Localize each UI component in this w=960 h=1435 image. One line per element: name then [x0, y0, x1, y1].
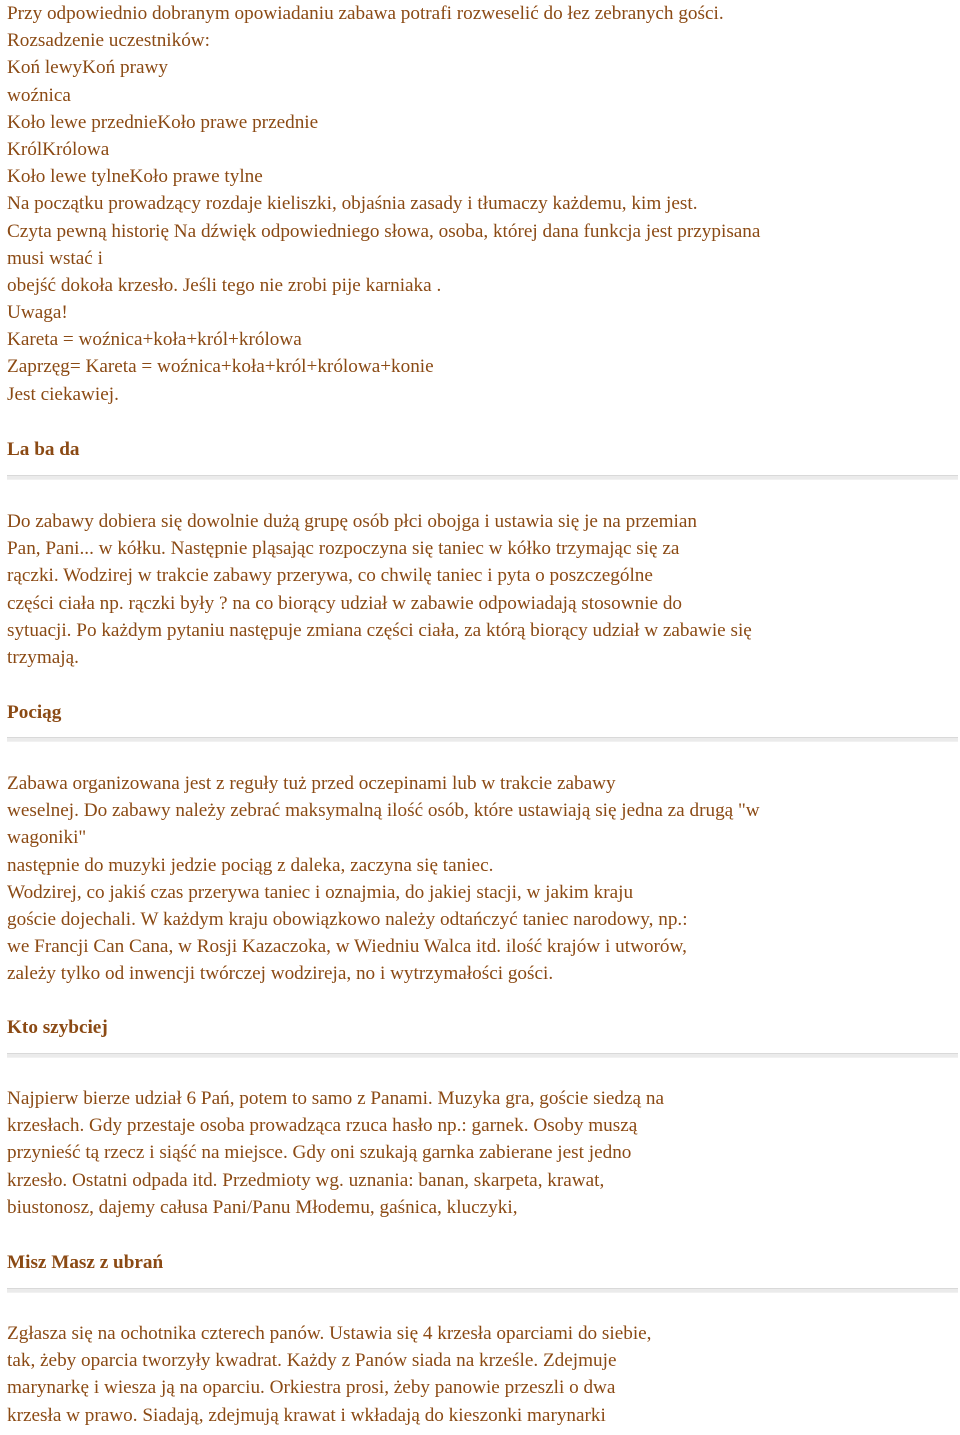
text-line: we Francji Can Cana, w Rosji Kazaczoka, w Wiedniu Walca itd. ilość krajów i utworów, — [7, 936, 687, 958]
section-body — [7, 770, 760, 988]
section-body — [7, 508, 752, 671]
text-line: trzymają. — [7, 646, 79, 668]
text-line: części ciała np. rączki były ? na co biorący udział w zabawie odpowiadają stosownie do — [7, 592, 683, 614]
section-title: Pociąg — [7, 702, 62, 723]
text-line: Do zabawy dobiera się dowolnie dużą grupę osób płci obojga i ustawia się je na przemian — [7, 511, 698, 532]
text-line: Rozsadzenie uczestników: — [7, 30, 210, 52]
section-divider — [7, 1288, 958, 1293]
text-line: Czyta pewną historię Na dźwięk odpowiedniego słowa, osoba, której dana funkcja jest przypisana — [7, 220, 761, 242]
text-line: Zabawa organizowana jest z reguły tuż przed oczepinami lub w trakcie zabawy — [7, 773, 616, 794]
text-line: obejść dokoła krzesło. Jeśli tego nie zrobi pije karniaka . — [7, 274, 442, 296]
text-line: krzesłach. Gdy przestaje osoba prowadząca rzuca hasło np.: garnek. Osoby muszą — [7, 1115, 638, 1137]
text-line: KrólKrólowa — [7, 138, 110, 160]
text-line: Zaprzęg= Kareta = woźnica+koła+król+królowa+konie — [7, 356, 434, 378]
text-line: Koło lewe tylneKoło prawe tylne — [7, 166, 263, 188]
text-line: Zgłasza się na ochotnika czterech panów. Ustawia się 4 krzesła oparciami do siebie, — [7, 1323, 652, 1344]
text-line: zależy tylko od inwencji twórczej wodzireja, no i wytrzymałości gości. — [7, 963, 554, 985]
text-line: następnie do muzyki jedzie pociąg z daleka, zaczyna się taniec. — [7, 854, 494, 876]
text-line: sytuacji. Po każdym pytaniu następuje zmiana części ciała, za którą biorący udział w zabawie się — [7, 619, 752, 641]
text-line: woźnica — [7, 84, 71, 106]
text-line: Koło lewe przednieKoło prawe przednie — [7, 111, 319, 133]
section-title: Misz Masz z ubrań — [7, 1252, 164, 1273]
text-line: tak, żeby oparcia tworzyły kwadrat. Każdy z Panów siada na krześle. Zdejmuje — [7, 1350, 617, 1372]
text-line: krzesło. Ostatni odpada itd. Przedmioty wg. uznania: banan, skarpeta, krawat, — [7, 1169, 605, 1191]
text-line: Przy odpowiednio dobranym opowiadaniu zabawa potrafi rozweselić do łez zebranych gości. — [7, 3, 724, 24]
text-line: marynarkę i wiesza ją na oparciu. Orkiestra prosi, żeby panowie przeszli o dwa — [7, 1377, 616, 1399]
text-line: musi wstać i — [7, 247, 103, 269]
text-line: biustonosz, dajemy całusa Pani/Panu Młodemu, gaśnica, kluczyki, — [7, 1196, 518, 1218]
section-title: Kto szybciej — [7, 1017, 108, 1038]
text-line: Koń lewyKoń prawy — [7, 57, 168, 79]
section-body — [7, 1320, 651, 1429]
text-line: Wodzirej, co jakiś czas przerywa taniec i oznajmia, do jakiej stacji, w jakim kraju — [7, 881, 634, 903]
text-line: Pan, Pani... w kółku. Następnie pląsając rozpoczyna się taniec w kółko trzymając się za — [7, 538, 680, 560]
text-line: goście dojechali. W każdym kraju obowiązkowo należy odtańczyć taniec narodowy, np.: — [7, 908, 688, 930]
section-divider — [7, 475, 958, 480]
intro-block — [7, 0, 760, 408]
section-title: La ba da — [7, 439, 80, 460]
text-line: przynieść tą rzecz i siąść na miejsce. Gdy oni szukają garnka zabierane jest jedno — [7, 1142, 632, 1164]
text-line: Na początku prowadzący rozdaje kieliszki, objaśnia zasady i tłumaczy każdemu, kim jest. — [7, 193, 698, 215]
text-line: krzesła w prawo. Siadają, zdejmują krawat i wkładają do kieszonki marynarki — [7, 1404, 606, 1426]
text-line: Jest ciekawiej. — [7, 383, 119, 405]
text-line: Najpierw bierze udział 6 Pań, potem to samo z Panami. Muzyka gra, goście siedzą na — [7, 1088, 664, 1109]
text-line: rączki. Wodzirej w trakcie zabawy przerywa, co chwilę taniec i pyta o poszczególne — [7, 565, 653, 587]
section-divider — [7, 737, 958, 742]
text-line: wagoniki" — [7, 827, 87, 849]
section-divider — [7, 1053, 958, 1058]
text-line: Kareta = woźnica+koła+król+królowa — [7, 329, 302, 351]
text-line: Uwaga! — [7, 302, 68, 324]
text-line: weselnej. Do zabawy należy zebrać maksymalną ilość osób, które ustawiają się jedna za drugą "w — [7, 800, 760, 822]
section-body — [7, 1085, 664, 1221]
